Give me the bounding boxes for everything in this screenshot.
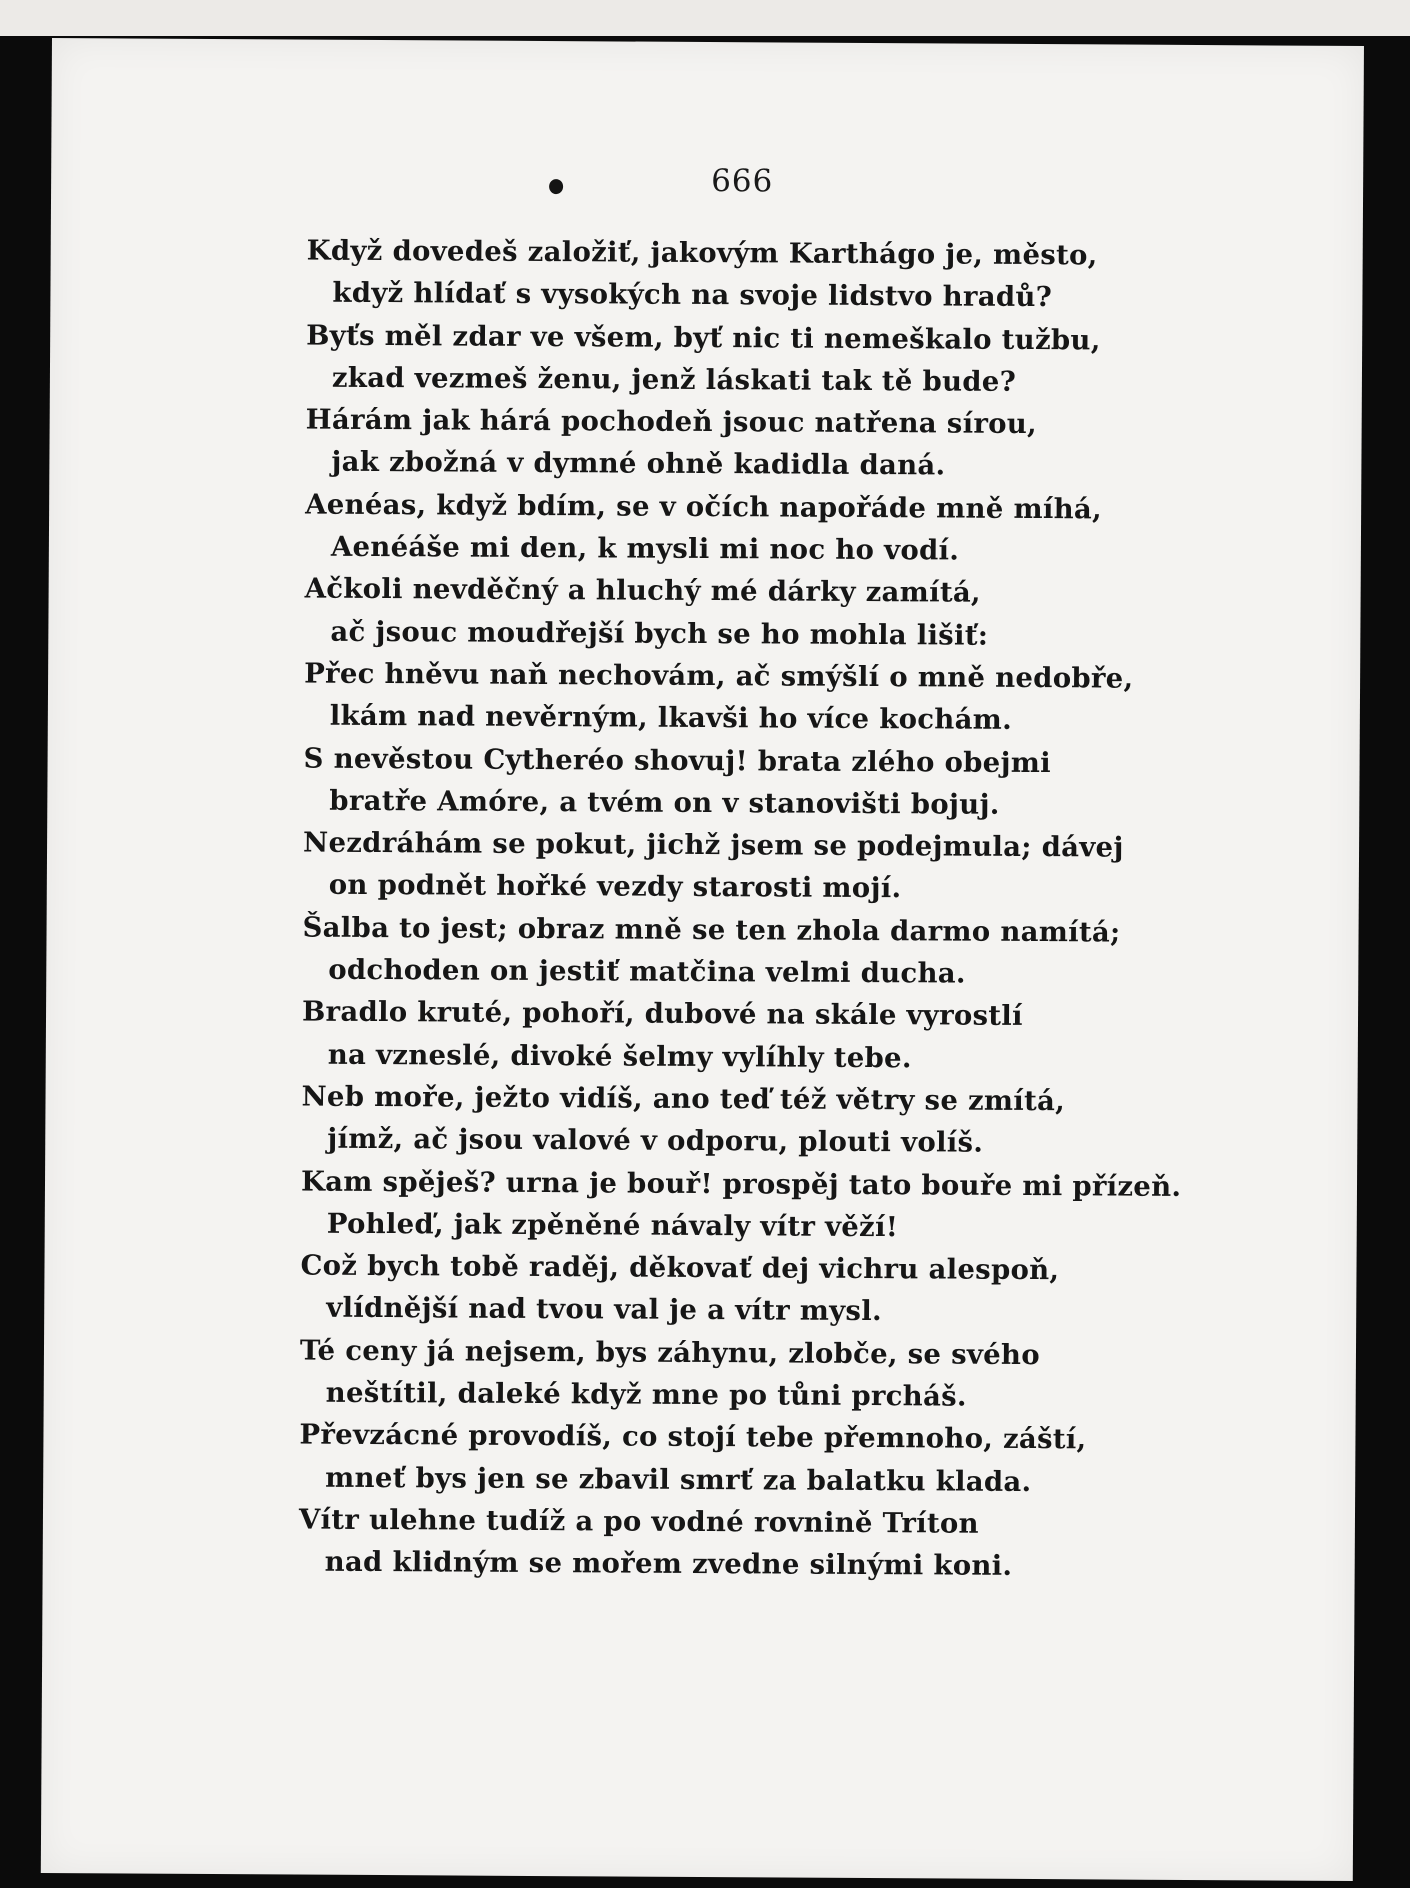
- poem-line-indented: on podnět hořké vezdy starosti mojí.: [328, 869, 902, 905]
- page-top-edge: [0, 0, 1410, 36]
- poem-line: Kam spěješ? urna je bouř! prospěj tato bouře mi přízeň.: [300, 1165, 1182, 1203]
- page-header: [51, 159, 1363, 227]
- poem-text: [299, 230, 1347, 1590]
- book-page: [41, 38, 1364, 1881]
- poem-line: Bradlo kruté, pohoří, dubové na skále vyrostlí: [301, 995, 1023, 1033]
- poem-line-indented: lkám nad nevěrným, lkavši ho více kochám.: [329, 699, 1013, 737]
- poem-line-indented: odchoden on jestiť matčina velmi ducha.: [328, 953, 966, 990]
- page-number: 666: [711, 163, 774, 200]
- poem-line: Převzácné provodíš, co stojí tebe přemnoho, záští,: [299, 1418, 1087, 1456]
- poem-line-indented: Aenéáše mi den, k mysli mi noc ho vodí.: [330, 530, 960, 567]
- poem-line: Šalba to jest; obraz mně se ten zhola darmo namítá;: [302, 911, 1121, 949]
- poem-line: Vítr ulehne tudíž a po vodné rovnině Tríton: [298, 1503, 979, 1540]
- poem-line-indented: zkad vezmeš ženu, jenž láskati tak tě bude?: [331, 361, 1017, 398]
- poem-line: Ačkoli nevděčný a hluchý mé dárky zamítá,: [304, 572, 981, 610]
- poem-line: Neb moře, ježto vidíš, ano teď též větry se zmítá,: [301, 1080, 1066, 1118]
- poem-line-indented: vlídnější nad tvou val je a vítr mysl.: [326, 1292, 882, 1328]
- poem-line: Přec hněvu naň nechovám, ač smýšlí o mně nedobře,: [304, 657, 1134, 695]
- poem-line: S nevěstou Cytheréo shovuj! brata zlého obejmi: [303, 742, 1052, 779]
- poem-line-indented: neštítil, daleké když mne po tůni prcháš.: [325, 1376, 967, 1413]
- poem-line: Hárám jak hárá pochodeň jsouc natřena sírou,: [305, 403, 1038, 441]
- poem-line: Což bych tobě raděj, děkovať dej vichru alespoň,: [300, 1249, 1060, 1287]
- poem-line-indented: bratře Amóre, a tvém on v stanovišti bojuj.: [329, 784, 1000, 821]
- poem-line: Když dovedeš založiť, jakovým Karthágo je, město,: [306, 234, 1098, 272]
- poem-line: Aenéas, když bdím, se v očích napořáde mně míhá,: [305, 488, 1103, 526]
- poem-line-indented: na vzneslé, divoké šelmy vylíhly tebe.: [327, 1038, 912, 1074]
- poem-line-indented: ač jsouc moudřejší bych se ho mohla lišiť:: [330, 615, 989, 652]
- poem-line: Byťs měl zdar ve všem, byť nic ti nemeškalo tužbu,: [306, 319, 1101, 357]
- poem-line-indented: jímž, ač jsou valové v odporu, plouti volíš.: [327, 1122, 984, 1159]
- bullet-mark: [549, 179, 563, 194]
- poem-line-indented: Pohleď, jak zpěněné návaly vítr věží!: [326, 1207, 899, 1244]
- poem-line: Té ceny já nejsem, bys záhynu, zlobče, se svého: [299, 1334, 1041, 1371]
- poem-line-indented: nad klidným se mořem zvedne silnými koni.: [324, 1545, 1013, 1583]
- poem-line-indented: když hlídať s vysokých na svoje lidstvo hradů?: [332, 277, 1053, 314]
- poem-line: Nezdráhám se pokut, jichž jsem se podejmula; dávej: [302, 826, 1124, 864]
- poem-line-indented: mneť bys jen se zbavil smrť za balatku klada.: [325, 1461, 1032, 1498]
- poem-line-indented: jak zbožná v dymné ohně kadidla daná.: [331, 446, 946, 482]
